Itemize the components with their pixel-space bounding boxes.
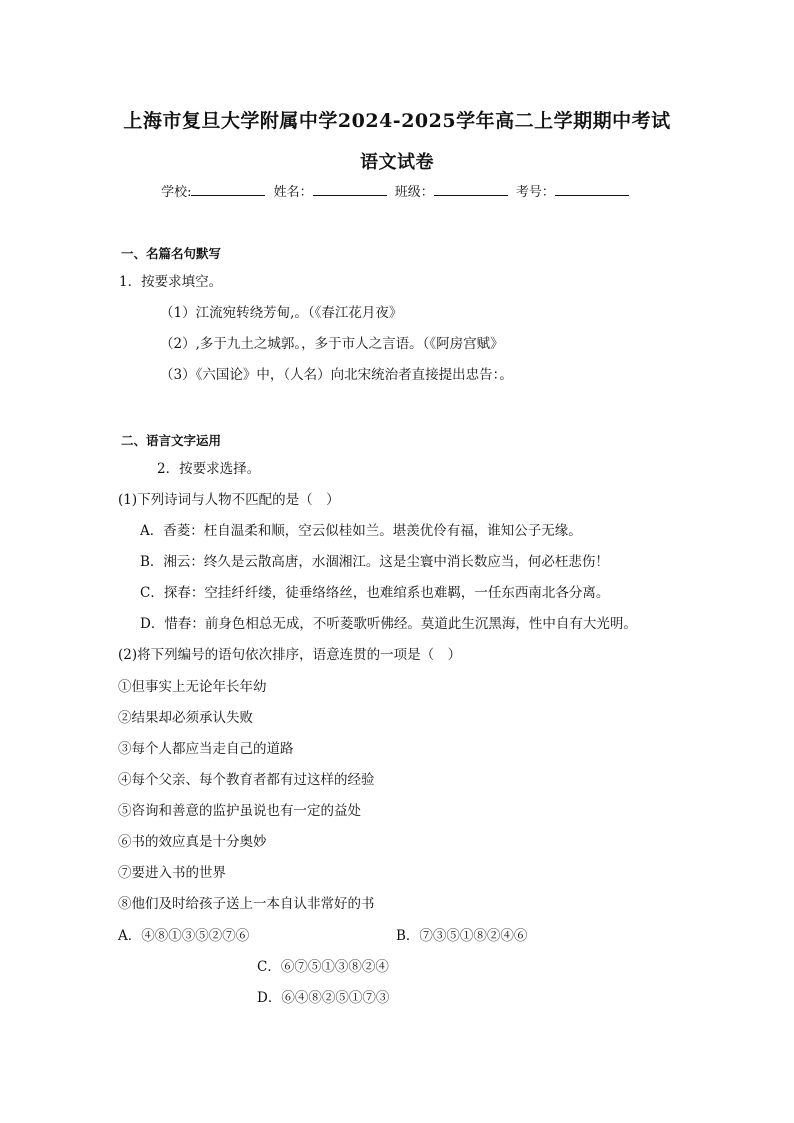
sentence-item: ③每个人都应当走自己的道路: [118, 741, 294, 757]
order-option-a: A．④⑧①③⑤②⑦⑥: [118, 928, 250, 944]
order-option-b: B．⑦③⑤①⑧②④⑥: [396, 928, 528, 944]
sentence-item: ②结果却必须承认失败: [118, 710, 253, 726]
exam-subtitle: 语文试卷: [360, 152, 434, 173]
sentence-item: ⑤咨询和善意的监护虽说也有一定的益处: [118, 803, 361, 819]
question1-item: （3）《六国论》中，（人名）向北宋统治者直接提出忠告：。: [160, 367, 513, 383]
sentence-item: ⑦要进入书的世界: [118, 865, 226, 881]
section1-heading: 一、名篇名句默写: [121, 246, 222, 261]
option-a: A．香菱：枉自温柔和顺，空云似桂如兰。堪羡优伶有福，谁知公子无缘。: [140, 523, 582, 539]
sentence-item: ①但事实上无论年长年幼: [118, 679, 267, 695]
school-label: 学校:: [161, 185, 192, 200]
sentence-item: ④每个父亲、每个教育者都有过这样的经验: [118, 772, 375, 788]
section2-heading: 二、语言文字运用: [121, 433, 222, 448]
sentence-item: ⑥书的效应真是十分奥妙: [118, 834, 267, 850]
order-option-d: D．⑥④⑧②⑤①⑦③: [257, 990, 390, 1006]
sentence-item: ⑧他们及时给孩子送上一本自认非常好的书: [118, 896, 375, 912]
student-info-row: [0, 181, 794, 200]
exam-title: 上海市复旦大学附属中学2024-2025学年高二上学期期中考试: [123, 110, 671, 132]
option-b: B．湘云：终久是云散高唐，水涸湘江。这是尘寰中消长数应当，何必枉悲伤！: [140, 554, 609, 570]
exam-number-blank[interactable]: [555, 183, 629, 196]
question1-stem: 1．按要求填空。: [119, 274, 223, 290]
option-c: C．探春：空挂纤纤缕，徒垂络络丝，也难绾系也难羁，一任东西南北各分离。: [140, 585, 610, 601]
question1-item: （1）江流宛转绕芳甸,。（《春江花月夜》: [160, 305, 403, 321]
class-blank[interactable]: [434, 183, 508, 196]
subquestion2-stem: (2)将下列编号的语句依次排序，语意连贯的一项是（ ）: [118, 647, 462, 663]
name-blank[interactable]: [313, 183, 387, 196]
order-option-c: C．⑥⑦⑤①③⑧②④: [257, 959, 389, 975]
class-label: 班级：: [394, 185, 434, 200]
school-blank[interactable]: [191, 183, 265, 196]
name-label: 姓名：: [273, 185, 313, 200]
question1-item: （2）,多于九土之城郭。，多于市人之言语。（《阿房宫赋》: [160, 336, 504, 352]
exam-number-label: 考号：: [515, 185, 555, 200]
subquestion1-stem: (1)下列诗词与人物不匹配的是（ ）: [118, 492, 340, 508]
option-d: D．惜春：前身色相总无成，不听菱歌听佛经。莫道此生沉黑海，性中自有大光明。: [140, 616, 637, 632]
question2-stem: 2．按要求选择。: [157, 461, 261, 477]
